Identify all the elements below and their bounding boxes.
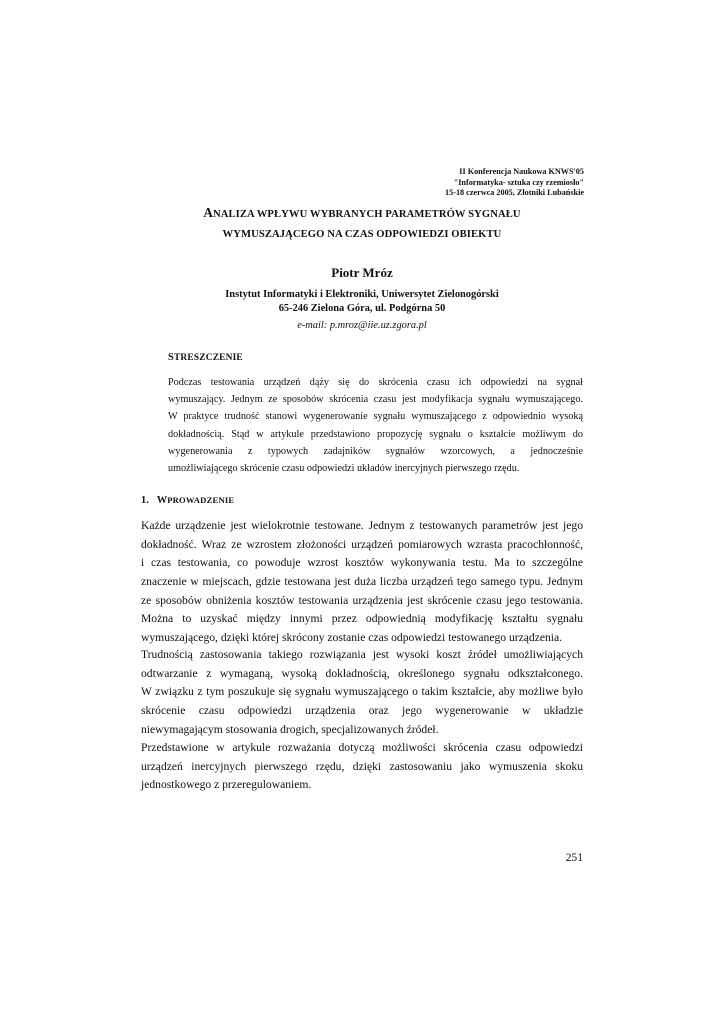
body-line: Można to uzyskać między innymi przez odpowiednią modyfikację kształtu sygnału [141,612,583,626]
conference-header [445,167,584,199]
body-line: jednostkowego z przeregulowaniem. [141,778,312,792]
title-initial: A [203,205,213,220]
body-line: urządzeń inercyjnych pierwszego rzędu, dzięki zastosowaniu jako wymuszenia skoku [141,759,583,773]
affiliation-institute: Instytut Informatyki i Elektroniki, Uniwersytet Zielonogórski [225,289,499,300]
abstract-heading-initial: S [168,352,174,363]
abstract-heading [168,352,243,363]
body-line: znaczenie w miejscach, gdzie testowana jest duża liczba urządzeń tego samego typu. Jednym [141,575,583,589]
abstract-text [168,374,583,477]
title-line-2: WYMUSZAJĄCEGO NA CZAS ODPOWIEDZI OBIEKTU [222,229,502,240]
body-line: Przedstawione w artykule rozważania dotyczą możliwości skrócenia czasu odpowiedzi [141,741,583,754]
body-line: dokładność. Wraz ze wzrostem złożoności urządzeń pomiarowych wzrasta pracochłonność, [141,537,583,551]
abstract-line: Podczas testowania urządzeń dąży się do skrócenia czasu ich odpowiedzi na sygnał [168,377,583,388]
conference-date-place: 15-18 czerwca 2005, Złotniki Lubańskie [445,188,584,197]
abstract-line: umożliwiającego skrócenie czasu odpowiedzi układów inercyjnych pierwszego rzędu. [168,462,520,474]
author-name: Piotr Mróz [331,265,393,280]
title-line-1 [120,203,604,225]
body-line: skrócenie czasu odpowiedzi urządzenia oraz jego wygenerowanie w układzie [141,704,583,718]
body-line: ze sposobów obniżenia kosztów testowania urządzenia jest skrócenie czasu jego testowania. [141,593,583,607]
author-email: e-mail: p.mroz@iie.uz.zgora.pl [297,320,427,331]
title-line-1-rest: NALIZA WPŁYWU WYBRANYCH PARAMETRÓW SYGNAŁU [212,209,521,220]
body-line: W związku z tym poszukuje się sygnału wymuszającego o takim kształcie, aby możliwe było [141,685,583,699]
body-line: odtwarzanie z wymaganą, wysoką dokładnością, określonego sygnału odkształconego. [141,666,583,680]
page-number: 251 [565,851,583,864]
abstract-line: wymuszający. Jednym ze sposobów skrócenia czasu jest modyfikacja sygnału wymuszającego. [168,394,583,406]
conference-name: II Konferencja Naukowa KNWS'05 [459,167,584,176]
body-line: niewymagającym stosowania drogich, specjalizowanych źródeł. [141,722,439,736]
section-number: 1. [141,495,149,506]
abstract-line: W praktyce trudność stanowi wygenerowanie sygnału wymuszającego z odpowiednio wysoką [168,411,583,423]
abstract-heading-rest: TRESZCZENIE [173,353,243,363]
abstract-line: wygenerowania z typowych zadajników sygnałów wzorcowych, a jednocześnie [168,445,583,457]
section-1-heading [141,495,234,506]
section-heading-rest: PROWADZENIE [167,495,235,505]
abstract-line: dokładnością. Stąd w artykule przedstawiono propozycję sygnału o kształcie możliwym do [168,428,583,440]
affiliation-address: 65-246 Zielona Góra, ul. Podgórna 50 [278,302,446,314]
paper-title [120,203,604,245]
body-line: i czas testowania, co powoduje wzrost kosztów wykonywania testu. Ma to szczególne [141,556,583,570]
body-line: wymuszającego, dzięki której skrócony zostanie czas odpowiedzi testowanego urządzenia. [141,631,563,645]
body-line: Trudnością zastosowania takiego rozwiązania jest wysoki koszt źródeł umożliwiających [141,648,583,661]
section-1-paragraph-2 [141,646,583,739]
author-affiliation [0,288,724,315]
section-heading-initial: W [156,495,168,506]
conference-motto: "Informatyka- sztuka czy rzemiosło" [453,177,584,187]
section-1-paragraph-1 [141,517,583,648]
body-line: Każde urządzenie jest wielokrotnie testowane. Jednym z testowanych parametrów jest jego [141,519,583,532]
section-1-paragraph-3 [141,739,583,795]
